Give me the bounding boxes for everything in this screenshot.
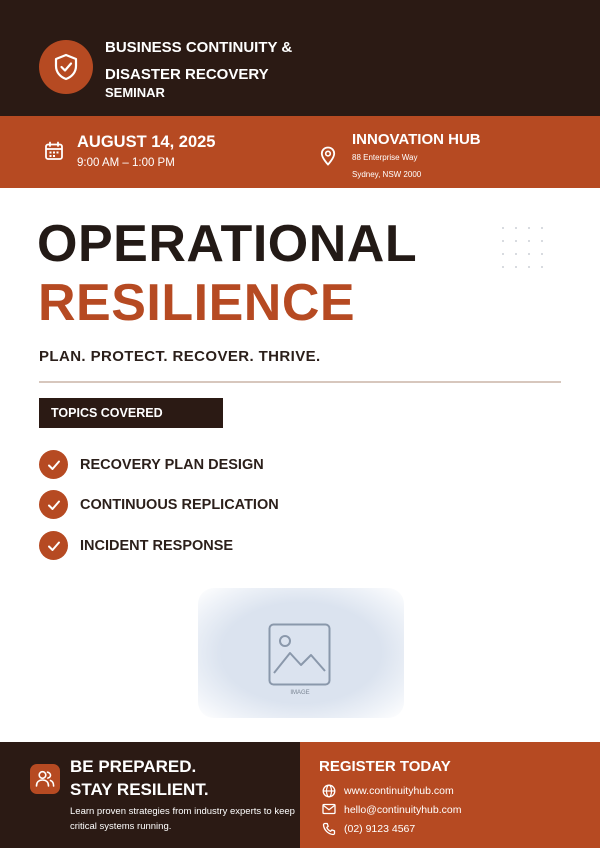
hero-title-line1: OPERATIONAL xyxy=(37,215,418,273)
shield-check-icon xyxy=(53,53,79,81)
hero-title-line2: RESILIENCE xyxy=(38,274,356,332)
event-subtitle: SEMINAR xyxy=(105,85,165,100)
hero-tagline: PLAN. PROTECT. RECOVER. THRIVE. xyxy=(39,348,321,365)
venue-address-line2: Sydney, NSW 2000 xyxy=(352,170,422,179)
email-link[interactable]: hello@continuityhub.com xyxy=(344,804,462,816)
venue-name: INNOVATION HUB xyxy=(352,131,481,148)
event-time: 9:00 AM – 1:00 PM xyxy=(77,157,175,169)
phone-number[interactable]: (02) 9123 4567 xyxy=(344,823,416,835)
website-link[interactable]: www.continuityhub.com xyxy=(344,785,454,797)
footer-description: Learn proven strategies from industry experts to keep critical systems running. xyxy=(70,806,295,832)
email-icon xyxy=(322,803,336,815)
topic-item xyxy=(39,450,439,480)
check-icon xyxy=(39,531,68,560)
footer-heading-line2: STAY RESILIENT. xyxy=(70,780,209,799)
register-heading: REGISTER TODAY xyxy=(319,758,451,775)
event-title-line2: DISASTER RECOVERY xyxy=(105,66,269,83)
venue-address-line1: 88 Enterprise Way xyxy=(352,153,418,162)
event-title xyxy=(105,34,325,88)
logo-badge xyxy=(39,40,93,94)
info-bar xyxy=(0,116,600,188)
image-icon xyxy=(268,623,331,686)
check-icon xyxy=(39,450,68,479)
decorative-dot-grid xyxy=(500,225,550,275)
topic-label: INCIDENT RESPONSE xyxy=(80,538,234,554)
topic-item xyxy=(39,490,439,520)
topic-label: RECOVERY PLAN DESIGN xyxy=(80,457,264,473)
image-placeholder-label: IMAGE xyxy=(290,690,310,696)
topic-item xyxy=(39,531,439,561)
topics-label: TOPICS COVERED xyxy=(39,398,223,428)
divider xyxy=(39,381,561,383)
globe-icon xyxy=(322,784,336,798)
event-date: AUGUST 14, 2025 xyxy=(77,133,216,151)
people-icon xyxy=(30,764,60,794)
location-pin-icon xyxy=(320,146,336,166)
calendar-icon xyxy=(44,141,64,161)
footer-heading-line1: BE PREPARED. xyxy=(70,757,197,776)
topic-label: CONTINUOUS REPLICATION xyxy=(80,497,279,513)
event-title-line1: BUSINESS CONTINUITY & xyxy=(105,39,293,56)
check-icon xyxy=(39,490,68,519)
phone-icon xyxy=(322,822,336,836)
